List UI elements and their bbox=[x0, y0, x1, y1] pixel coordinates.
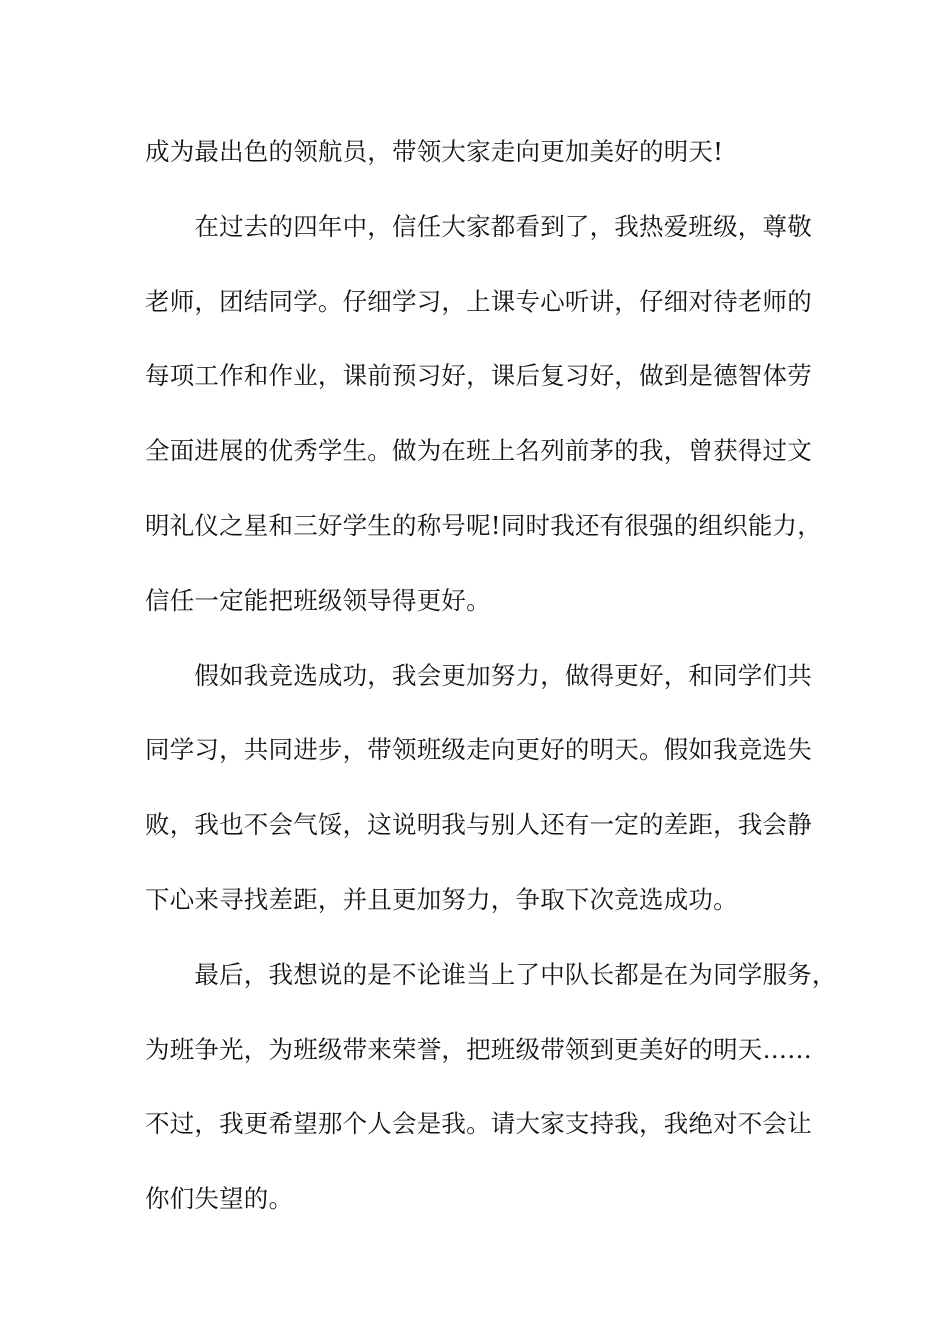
text-line-2: 在过去的四年中，信任大家都看到了，我热爱班级，尊敬 bbox=[145, 211, 812, 241]
text-line-6: 明礼仪之星和三好学生的称号呢!同时我还有很强的组织能力， bbox=[145, 510, 822, 540]
text-line-3: 老师，团结同学。仔细学习，上课专心听讲，仔细对待老师的 bbox=[145, 286, 812, 316]
text-line-4: 每项工作和作业，课前预习好，课后复习好，做到是德智体劳 bbox=[145, 361, 812, 391]
text-line-10: 败，我也不会气馁，这说明我与别人还有一定的差距，我会静 bbox=[145, 810, 812, 840]
text-line-8: 假如我竞选成功，我会更加努力，做得更好，和同学们共 bbox=[145, 660, 812, 690]
document-body bbox=[145, 128, 837, 1250]
text-line-9: 同学习，共同进步，带领班级走向更好的明天。假如我竞选失 bbox=[145, 735, 812, 765]
text-line-1: 成为最出色的领航员，带领大家走向更加美好的明天! bbox=[145, 137, 724, 166]
text-line-15: 你们失望的。 bbox=[145, 1184, 294, 1214]
text-line-5: 全面进展的优秀学生。做为在班上名列前茅的我，曾获得过文 bbox=[145, 436, 812, 466]
text-line-11: 下心来寻找差距，并且更加努力，争取下次竞选成功。 bbox=[145, 884, 738, 914]
text-line-12: 最后，我想说的是不论谁当上了中队长都是在为同学服务， bbox=[145, 959, 837, 989]
text-line-14: 不过，我更希望那个人会是我。请大家支持我，我绝对不会让 bbox=[145, 1109, 812, 1139]
text-line-7: 信任一定能把班级领导得更好。 bbox=[145, 585, 491, 615]
text-line-13: 为班争光，为班级带来荣誉，把班级带领到更美好的明天…… bbox=[145, 1034, 812, 1064]
